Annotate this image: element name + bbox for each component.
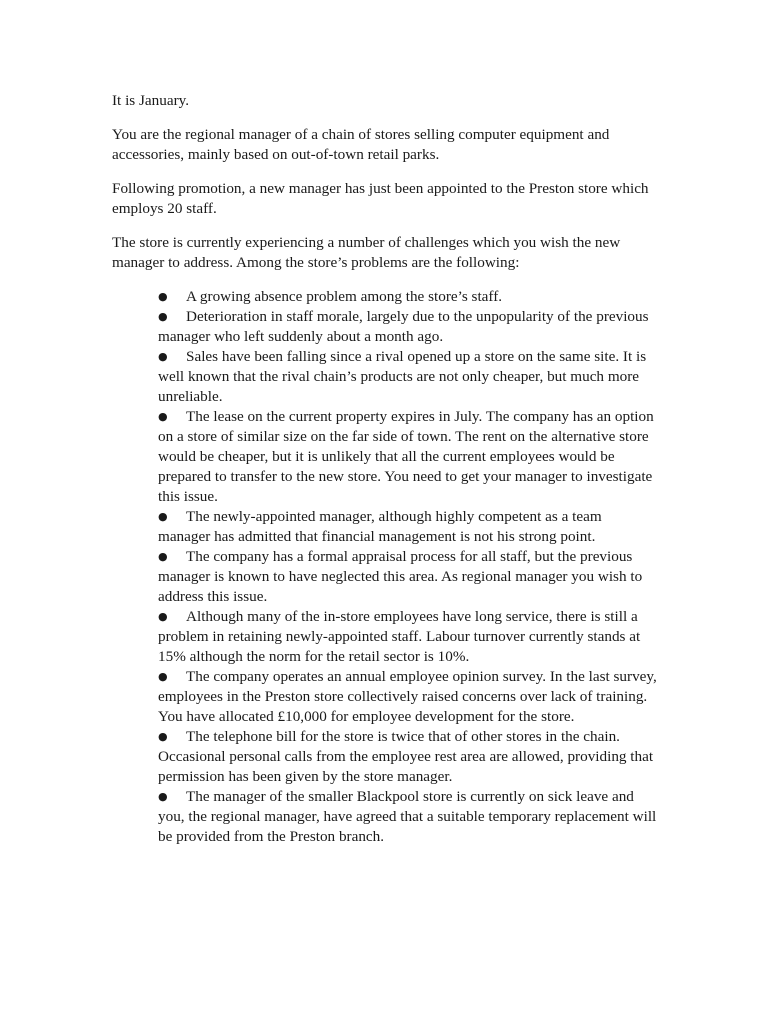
- bullet-icon: ●: [158, 550, 168, 563]
- list-item: [158, 407, 657, 507]
- document-page: [112, 91, 657, 847]
- challenges-list: [112, 287, 657, 847]
- list-item: [158, 607, 657, 667]
- list-item-text: Sales have been falling since a rival opened up a store on the same site. It is well known that the rival chain’s products are not only cheaper, but much more unreliable.: [158, 348, 647, 405]
- list-item: [158, 287, 657, 307]
- bullet-icon: ●: [158, 350, 168, 363]
- list-item-text: The company operates an annual employee opinion survey. In the last survey, employees in the Preston store collectively raised concerns over lack of training. You have allocated £10,000 for employee development for the store.: [158, 668, 657, 725]
- bullet-icon: ●: [158, 410, 168, 423]
- list-item-text: The lease on the current property expires in July. The company has an option on a store of similar size on the far side of town. The rent on the alternative store would be cheaper, but it is unlikely that all the current employees would be prepared to transfer to the new store. You need to get your manager to investigate this issue.: [158, 408, 654, 505]
- list-item: [158, 347, 657, 407]
- list-item-text: A growing absence problem among the store’s staff.: [186, 288, 503, 305]
- list-item: [158, 727, 657, 787]
- paragraph-date: It is January.: [112, 92, 190, 109]
- list-item: [158, 547, 657, 607]
- bullet-icon: ●: [158, 510, 168, 523]
- list-item-text: The company has a formal appraisal process for all staff, but the previous manager is known to have neglected this area. As regional manager you wish to address this issue.: [158, 548, 643, 605]
- list-item: [158, 667, 657, 727]
- list-item: [158, 507, 657, 547]
- bullet-icon: ●: [158, 730, 168, 743]
- paragraph-appointment: Following promotion, a new manager has just been appointed to the Preston store which employs 20 staff.: [112, 180, 649, 217]
- bullet-icon: ●: [158, 610, 168, 623]
- list-item-text: The manager of the smaller Blackpool store is currently on sick leave and you, the regional manager, have agreed that a suitable temporary replacement will be provided from the Preston branch.: [158, 788, 657, 845]
- bullet-icon: ●: [158, 290, 168, 303]
- list-item-text: The newly-appointed manager, although highly competent as a team manager has admitted that financial management is not his strong point.: [158, 508, 602, 545]
- list-item-text: Although many of the in-store employees have long service, there is still a problem in retaining newly-appointed staff. Labour turnover currently stands at 15% although the norm for the retail sector is 10%.: [158, 608, 641, 665]
- list-item-text: Deterioration in staff morale, largely due to the unpopularity of the previous manager who left suddenly about a month ago.: [158, 308, 649, 345]
- list-item-text: The telephone bill for the store is twice that of other stores in the chain. Occasional personal calls from the employee rest area are allowed, providing that permission has been given by the store manager.: [158, 728, 654, 785]
- list-item: [158, 787, 657, 847]
- paragraph-challenges-intro: The store is currently experiencing a number of challenges which you wish the new manager to address. Among the store’s problems are the following:: [112, 234, 621, 271]
- bullet-icon: ●: [158, 670, 168, 683]
- bullet-icon: ●: [158, 310, 168, 323]
- list-item: [158, 307, 657, 347]
- paragraph-role: You are the regional manager of a chain of stores selling computer equipment and accessories, mainly based on out-of-town retail parks.: [112, 126, 610, 163]
- bullet-icon: ●: [158, 790, 168, 803]
